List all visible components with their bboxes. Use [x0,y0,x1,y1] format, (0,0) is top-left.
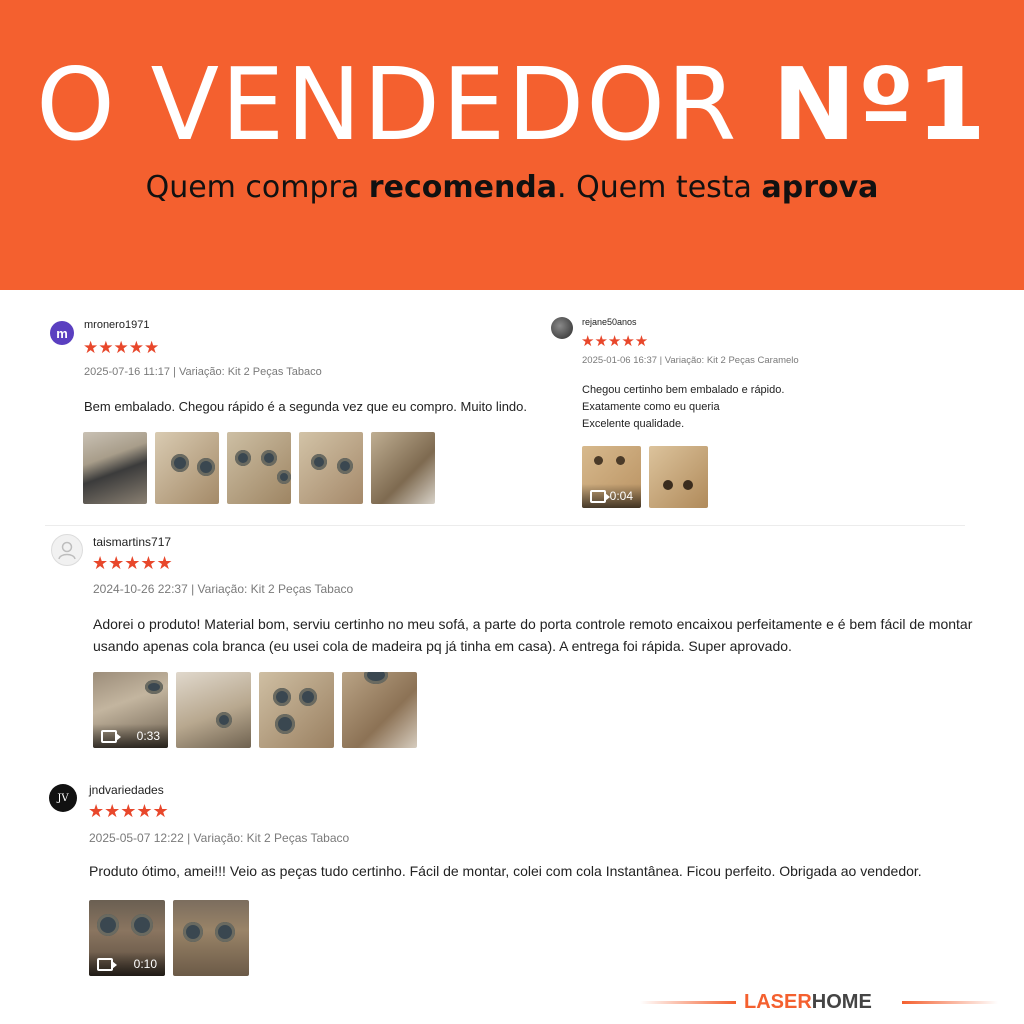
video-overlay [89,952,165,976]
logo-text [744,990,872,1014]
review-meta: 2025-01-06 16:37 | Variação: Kit 2 Peças Caramelo [582,355,799,366]
review-photo[interactable] [371,432,435,504]
review-card-taismartins717 [40,528,975,760]
video-camera-icon [590,490,606,503]
review-photos [93,672,425,748]
cup-hole [616,456,625,465]
avatar[interactable] [551,317,573,339]
cup-hole [97,914,119,936]
review-photo[interactable] [155,432,219,504]
review-card-mronero1971 [40,305,540,515]
brand-logo [640,990,1000,1014]
review-photo[interactable] [299,432,363,504]
subtitle-bold-2: aprova [761,170,879,205]
video-camera-icon [97,958,113,971]
review-video[interactable] [582,446,641,508]
avatar[interactable] [51,534,83,566]
logo-laser: LASER [744,991,812,1013]
review-video[interactable] [89,900,165,976]
cup-hole [337,458,353,474]
rating-stars: ★★★★★ [88,801,169,821]
cup-hole [299,688,317,706]
review-text-line: Excelente qualidade. [582,418,685,430]
cup-hole [594,456,603,465]
review-text: Adorei o produto! Material bom, serviu certinho no meu sofá, a parte do porta controle remoto encaixou perfeitamente e é bem fácil de montar usando apenas cola branca (eu usei cola de madeira pq já tinha em casa). A entrega foi rápida. Super aprovado. [93,616,973,654]
review-photo[interactable] [649,446,708,508]
review-photos [83,432,443,504]
video-duration: 0:10 [133,957,157,971]
logo-line-right [902,1001,998,1004]
review-card-jndvariedades [40,775,975,985]
review-photo[interactable] [83,432,147,504]
rating-stars: ★★★★★ [92,553,173,573]
review-photo[interactable] [259,672,334,748]
cup-hole [171,454,189,472]
rating-stars: ★★★★★ [581,333,649,350]
cup-hole [216,712,232,728]
banner-title [0,40,1024,170]
review-text-line: Chegou certinho bem embalado e rápido. [582,384,785,396]
cup-hole [261,450,277,466]
review-video[interactable] [93,672,168,748]
user-placeholder-icon [56,539,78,561]
cup-hole [311,454,327,470]
subtitle-part-1: Quem compra [145,170,369,205]
review-username[interactable]: rejane50anos [582,317,637,327]
logo-line-left [640,1001,736,1004]
review-photos [582,446,716,508]
cup-hole [131,914,153,936]
video-duration: 0:04 [609,489,633,503]
subtitle-part-2: . Quem testa [557,170,762,205]
review-photo[interactable] [227,432,291,504]
video-duration: 0:33 [136,729,160,743]
video-camera-icon [101,730,117,743]
cup-hole [215,922,235,942]
cup-hole [683,480,693,490]
review-photo[interactable] [342,672,417,748]
video-overlay [582,484,641,508]
header-banner [0,0,1024,290]
review-card-rejane50anos [545,305,975,515]
review-meta: 2025-05-07 12:22 | Variação: Kit 2 Peças Tabaco [89,831,350,845]
rating-stars: ★★★★★ [83,338,160,357]
banner-title-highlight: Nº1 [772,46,988,163]
cup-hole [145,680,163,694]
review-meta: 2025-07-16 11:17 | Variação: Kit 2 Peças Tabaco [84,366,322,378]
avatar[interactable]: JV [49,784,77,812]
cup-hole [663,480,673,490]
cup-hole [364,672,388,684]
video-overlay [93,724,168,748]
cup-hole [277,470,291,484]
banner-title-text: O VENDEDOR [36,46,773,163]
review-photos [89,900,257,976]
review-text: Produto ótimo, amei!!! Veio as peças tudo certinho. Fácil de montar, colei com cola Instantânea. Ficou perfeito. Obrigada ao vendedor. [89,863,922,879]
subtitle-bold-1: recomenda [368,170,558,205]
review-text: Bem embalado. Chegou rápido é a segunda vez que eu compro. Muito lindo. [84,399,528,414]
review-text-line: Exatamente como eu queria [582,401,720,413]
banner-subtitle [0,168,1024,208]
review-username[interactable]: taismartins717 [93,535,172,549]
review-text [582,382,962,433]
cup-hole [183,922,203,942]
review-photo[interactable] [176,672,251,748]
review-meta: 2024-10-26 22:37 | Variação: Kit 2 Peças Tabaco [93,582,354,596]
divider [45,525,965,526]
review-photo[interactable] [173,900,249,976]
logo-home: HOME [811,991,872,1013]
cup-hole [273,688,291,706]
avatar[interactable]: m [50,321,74,345]
cup-hole [197,458,215,476]
review-username[interactable]: jndvariedades [89,783,164,797]
cup-hole [275,714,295,734]
review-username[interactable]: mronero1971 [84,319,150,331]
cup-hole [235,450,251,466]
